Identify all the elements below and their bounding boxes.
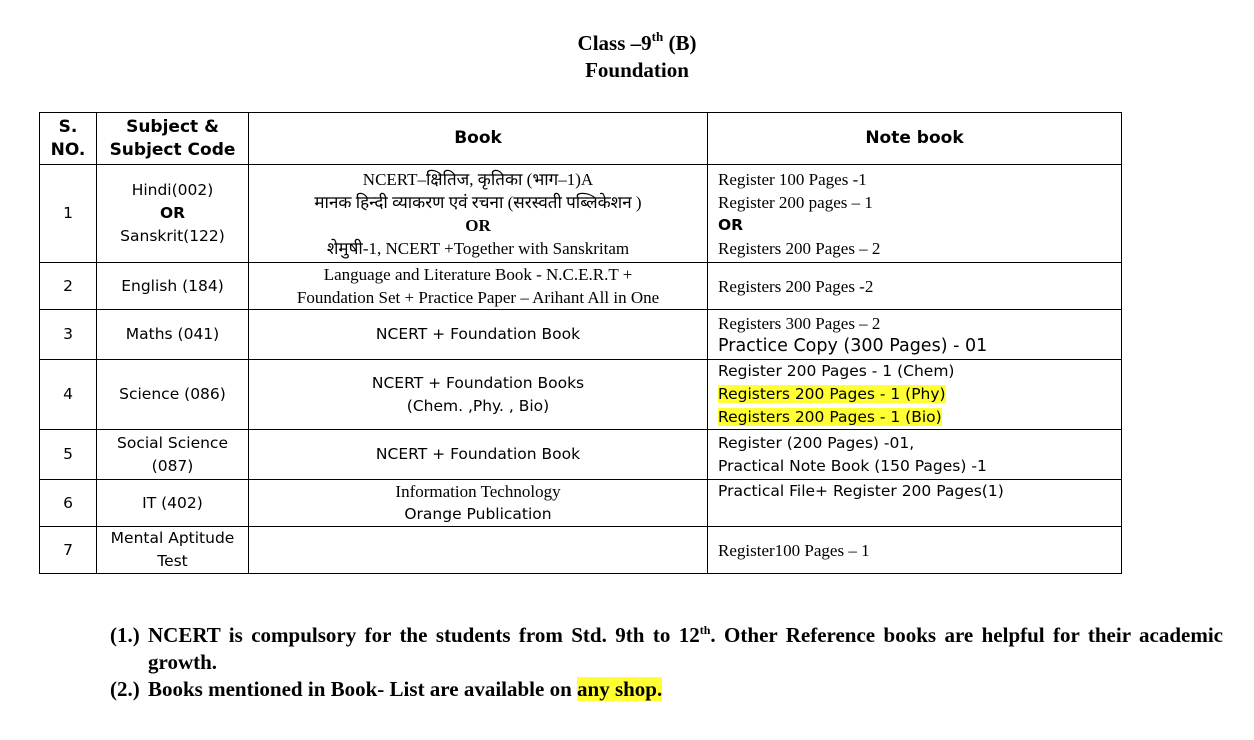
notebook-cell: Register 200 Pages - 1 (Chem) Registers 200 Pages - 1 (Phy) Registers 200 Pages - 1 (Bio) xyxy=(708,360,1122,430)
notebook-cell: Register100 Pages – 1 xyxy=(708,527,1122,574)
table-header-row xyxy=(40,113,1122,165)
notebook-cell: Registers 200 Pages -2 xyxy=(708,263,1122,310)
table-row xyxy=(40,430,1122,480)
book-list-table xyxy=(39,112,1122,574)
book-cell xyxy=(249,527,708,574)
page-title xyxy=(0,30,1254,84)
notebook-cell: Practical File+ Register 200 Pages(1) xyxy=(708,480,1122,527)
subtitle: Foundation xyxy=(585,58,689,82)
sno-cell: 4 xyxy=(40,360,97,430)
book-cell: NCERT + Foundation Books (Chem. ,Phy. , Bio) xyxy=(249,360,708,430)
subject-cell: Social Science (087) xyxy=(97,430,249,480)
table-row xyxy=(40,360,1122,430)
book-cell: NCERT–क्षितिज, कृतिका (भाग–1)A मानक हिन्दी व्याकरण एवं रचना (सरस्वती पब्लिकेशन ) OR शेमुषी-1, NCERT +Together with Sanskritam xyxy=(249,165,708,263)
notebook-cell: Register 100 Pages -1 Register 200 pages – 1 OR Registers 200 Pages – 2 xyxy=(708,165,1122,263)
notebook-cell: Registers 300 Pages – 2 Practice Copy (300 Pages) - 01 xyxy=(708,310,1122,360)
table-row xyxy=(40,527,1122,574)
table-row xyxy=(40,165,1122,263)
subject-cell: IT (402) xyxy=(97,480,249,527)
sno-cell: 3 xyxy=(40,310,97,360)
header-sno: S. NO. xyxy=(40,113,97,165)
sno-cell: 2 xyxy=(40,263,97,310)
table-row xyxy=(40,310,1122,360)
header-subject: Subject & Subject Code xyxy=(97,113,249,165)
subject-cell: Science (086) xyxy=(97,360,249,430)
highlighted-text: Registers 200 Pages - 1 (Phy) xyxy=(718,385,946,403)
class-heading: Class –9th (B) xyxy=(577,29,697,55)
subject-cell: Hindi(002) OR Sanskrit(122) xyxy=(97,165,249,263)
subject-cell: Maths (041) xyxy=(97,310,249,360)
sno-cell: 1 xyxy=(40,165,97,263)
header-book: Book xyxy=(249,113,708,165)
book-cell: Information Technology Orange Publication xyxy=(249,480,708,527)
header-notebook: Note book xyxy=(708,113,1122,165)
table-row xyxy=(40,480,1122,527)
subject-cell: English (184) xyxy=(97,263,249,310)
sno-cell: 5 xyxy=(40,430,97,480)
sno-cell: 6 xyxy=(40,480,97,527)
notes-section xyxy=(110,622,1223,703)
highlighted-text: any shop. xyxy=(577,677,663,701)
subject-cell: Mental Aptitude Test xyxy=(97,527,249,574)
note-1: (1.) NCERT is compulsory for the students from Std. 9th to 12th. Other Reference books are helpful for their academic growth. xyxy=(110,623,1224,674)
notebook-cell: Register (200 Pages) -01, Practical Note Book (150 Pages) -1 xyxy=(708,430,1122,480)
table-row xyxy=(40,263,1122,310)
book-cell: Language and Literature Book - N.C.E.R.T + Foundation Set + Practice Paper – Arihant All in One xyxy=(249,263,708,310)
note-2: (2.) Books mentioned in Book- List are available on any shop. xyxy=(110,677,663,701)
sno-cell: 7 xyxy=(40,527,97,574)
book-cell: NCERT + Foundation Book xyxy=(249,430,708,480)
book-cell: NCERT + Foundation Book xyxy=(249,310,708,360)
highlighted-text: Registers 200 Pages - 1 (Bio) xyxy=(718,408,942,426)
